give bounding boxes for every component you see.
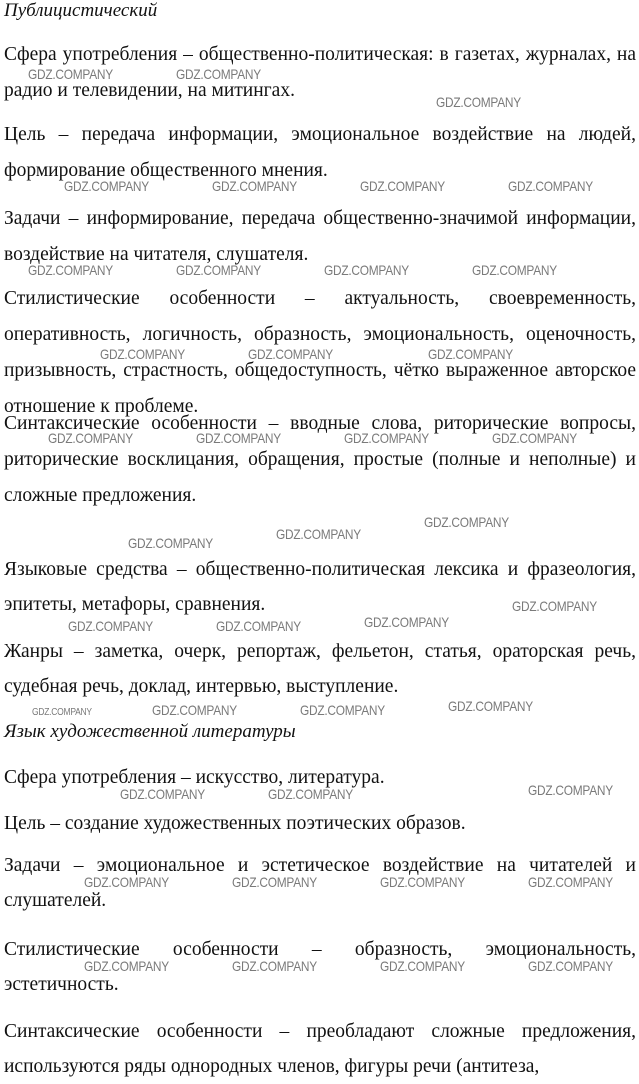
paragraph: Сфера употребления – искусство, литература.	[4, 767, 385, 788]
watermark: GDZ.COMPANY	[360, 178, 445, 194]
watermark: GDZ.COMPANY	[232, 874, 317, 890]
watermark: GDZ.COMPANY	[472, 262, 557, 278]
paragraph: Цель – передача информации, эмоциональное воздействие на людей, формирование общественного мнения.	[4, 124, 636, 181]
watermark: GDZ.COMPANY	[428, 346, 513, 362]
watermark: GDZ.COMPANY	[512, 598, 597, 614]
paragraph: Стилистические особенности – актуальность, своевременность, оперативность, логичность, образность, эмоциональность, оценочность, призывность, страстность, общедоступность, чётко выраженное авторское отношение к проблеме.	[4, 288, 636, 417]
watermark: GDZ.COMPANY	[380, 874, 465, 890]
paragraph: Языковые средства – общественно-политическая лексика и фразеология, эпитеты, метафоры, сравнения.	[4, 559, 636, 615]
watermark: GDZ.COMPANY	[528, 782, 613, 798]
watermark: GDZ.COMPANY	[300, 702, 385, 718]
watermark: GDZ.COMPANY	[232, 958, 317, 974]
watermark: GDZ.COMPANY	[248, 346, 333, 362]
watermark: GDZ.COMPANY	[196, 430, 281, 446]
watermark: GDZ.COMPANY	[176, 262, 261, 278]
watermark: GDZ.COMPANY	[28, 66, 113, 82]
section-title: Публицистический	[4, 0, 158, 21]
paragraph: Задачи – эмоциональное и эстетическое воздействие на читателей и слушателей.	[4, 855, 636, 911]
watermark: GDZ.COMPANY	[48, 430, 133, 446]
watermark: GDZ.COMPANY	[68, 618, 153, 634]
watermark: GDZ.COMPANY	[120, 786, 205, 802]
watermark: GDZ.COMPANY	[84, 958, 169, 974]
paragraph: Задачи – информирование, передача общественно-значимой информации, воздействие на читателя, слушателя.	[4, 208, 636, 265]
watermark: GDZ.COMPANY	[32, 707, 92, 718]
watermark: GDZ.COMPANY	[276, 526, 361, 542]
watermark: GDZ.COMPANY	[424, 514, 509, 530]
watermark: GDZ.COMPANY	[216, 618, 301, 634]
paragraph: Синтаксические особенности – вводные слова, риторические вопросы, риторические восклицания, обращения, простые (полные и неполные) и сложные предложения.	[4, 413, 636, 506]
watermark: GDZ.COMPANY	[64, 178, 149, 194]
watermark: GDZ.COMPANY	[212, 178, 297, 194]
paragraph: Синтаксические особенности – преобладают сложные предложения, используются ряды однородных членов, фигуры речи (антитеза,	[4, 1021, 636, 1077]
watermark: GDZ.COMPANY	[344, 430, 429, 446]
watermark: GDZ.COMPANY	[84, 874, 169, 890]
paragraph: Цель – создание художественных поэтических образов.	[4, 813, 466, 834]
watermark: GDZ.COMPANY	[268, 786, 353, 802]
watermark: GDZ.COMPANY	[448, 698, 533, 714]
watermark: GDZ.COMPANY	[152, 702, 237, 718]
watermark: GDZ.COMPANY	[436, 94, 521, 110]
paragraph: Стилистические особенности – образность, эмоциональность, эстетичность.	[4, 939, 636, 995]
watermark: GDZ.COMPANY	[100, 346, 185, 362]
section-title: Язык художественной литературы	[4, 721, 296, 742]
watermark: GDZ.COMPANY	[176, 66, 261, 82]
watermark: GDZ.COMPANY	[128, 535, 213, 551]
paragraph: Жанры – заметка, очерк, репортаж, фельетон, статья, ораторская речь, судебная речь, доклад, интервью, выступление.	[4, 641, 636, 697]
watermark: GDZ.COMPANY	[528, 874, 613, 890]
paragraph: Сфера употребления – общественно-политическая: в газетах, журналах, на радио и телевидении, на митингах.	[4, 44, 636, 101]
watermark: GDZ.COMPANY	[508, 178, 593, 194]
watermark: GDZ.COMPANY	[324, 262, 409, 278]
watermark: GDZ.COMPANY	[528, 958, 613, 974]
watermark: GDZ.COMPANY	[380, 958, 465, 974]
watermark: GDZ.COMPANY	[28, 262, 113, 278]
watermark: GDZ.COMPANY	[492, 430, 577, 446]
watermark: GDZ.COMPANY	[364, 614, 449, 630]
